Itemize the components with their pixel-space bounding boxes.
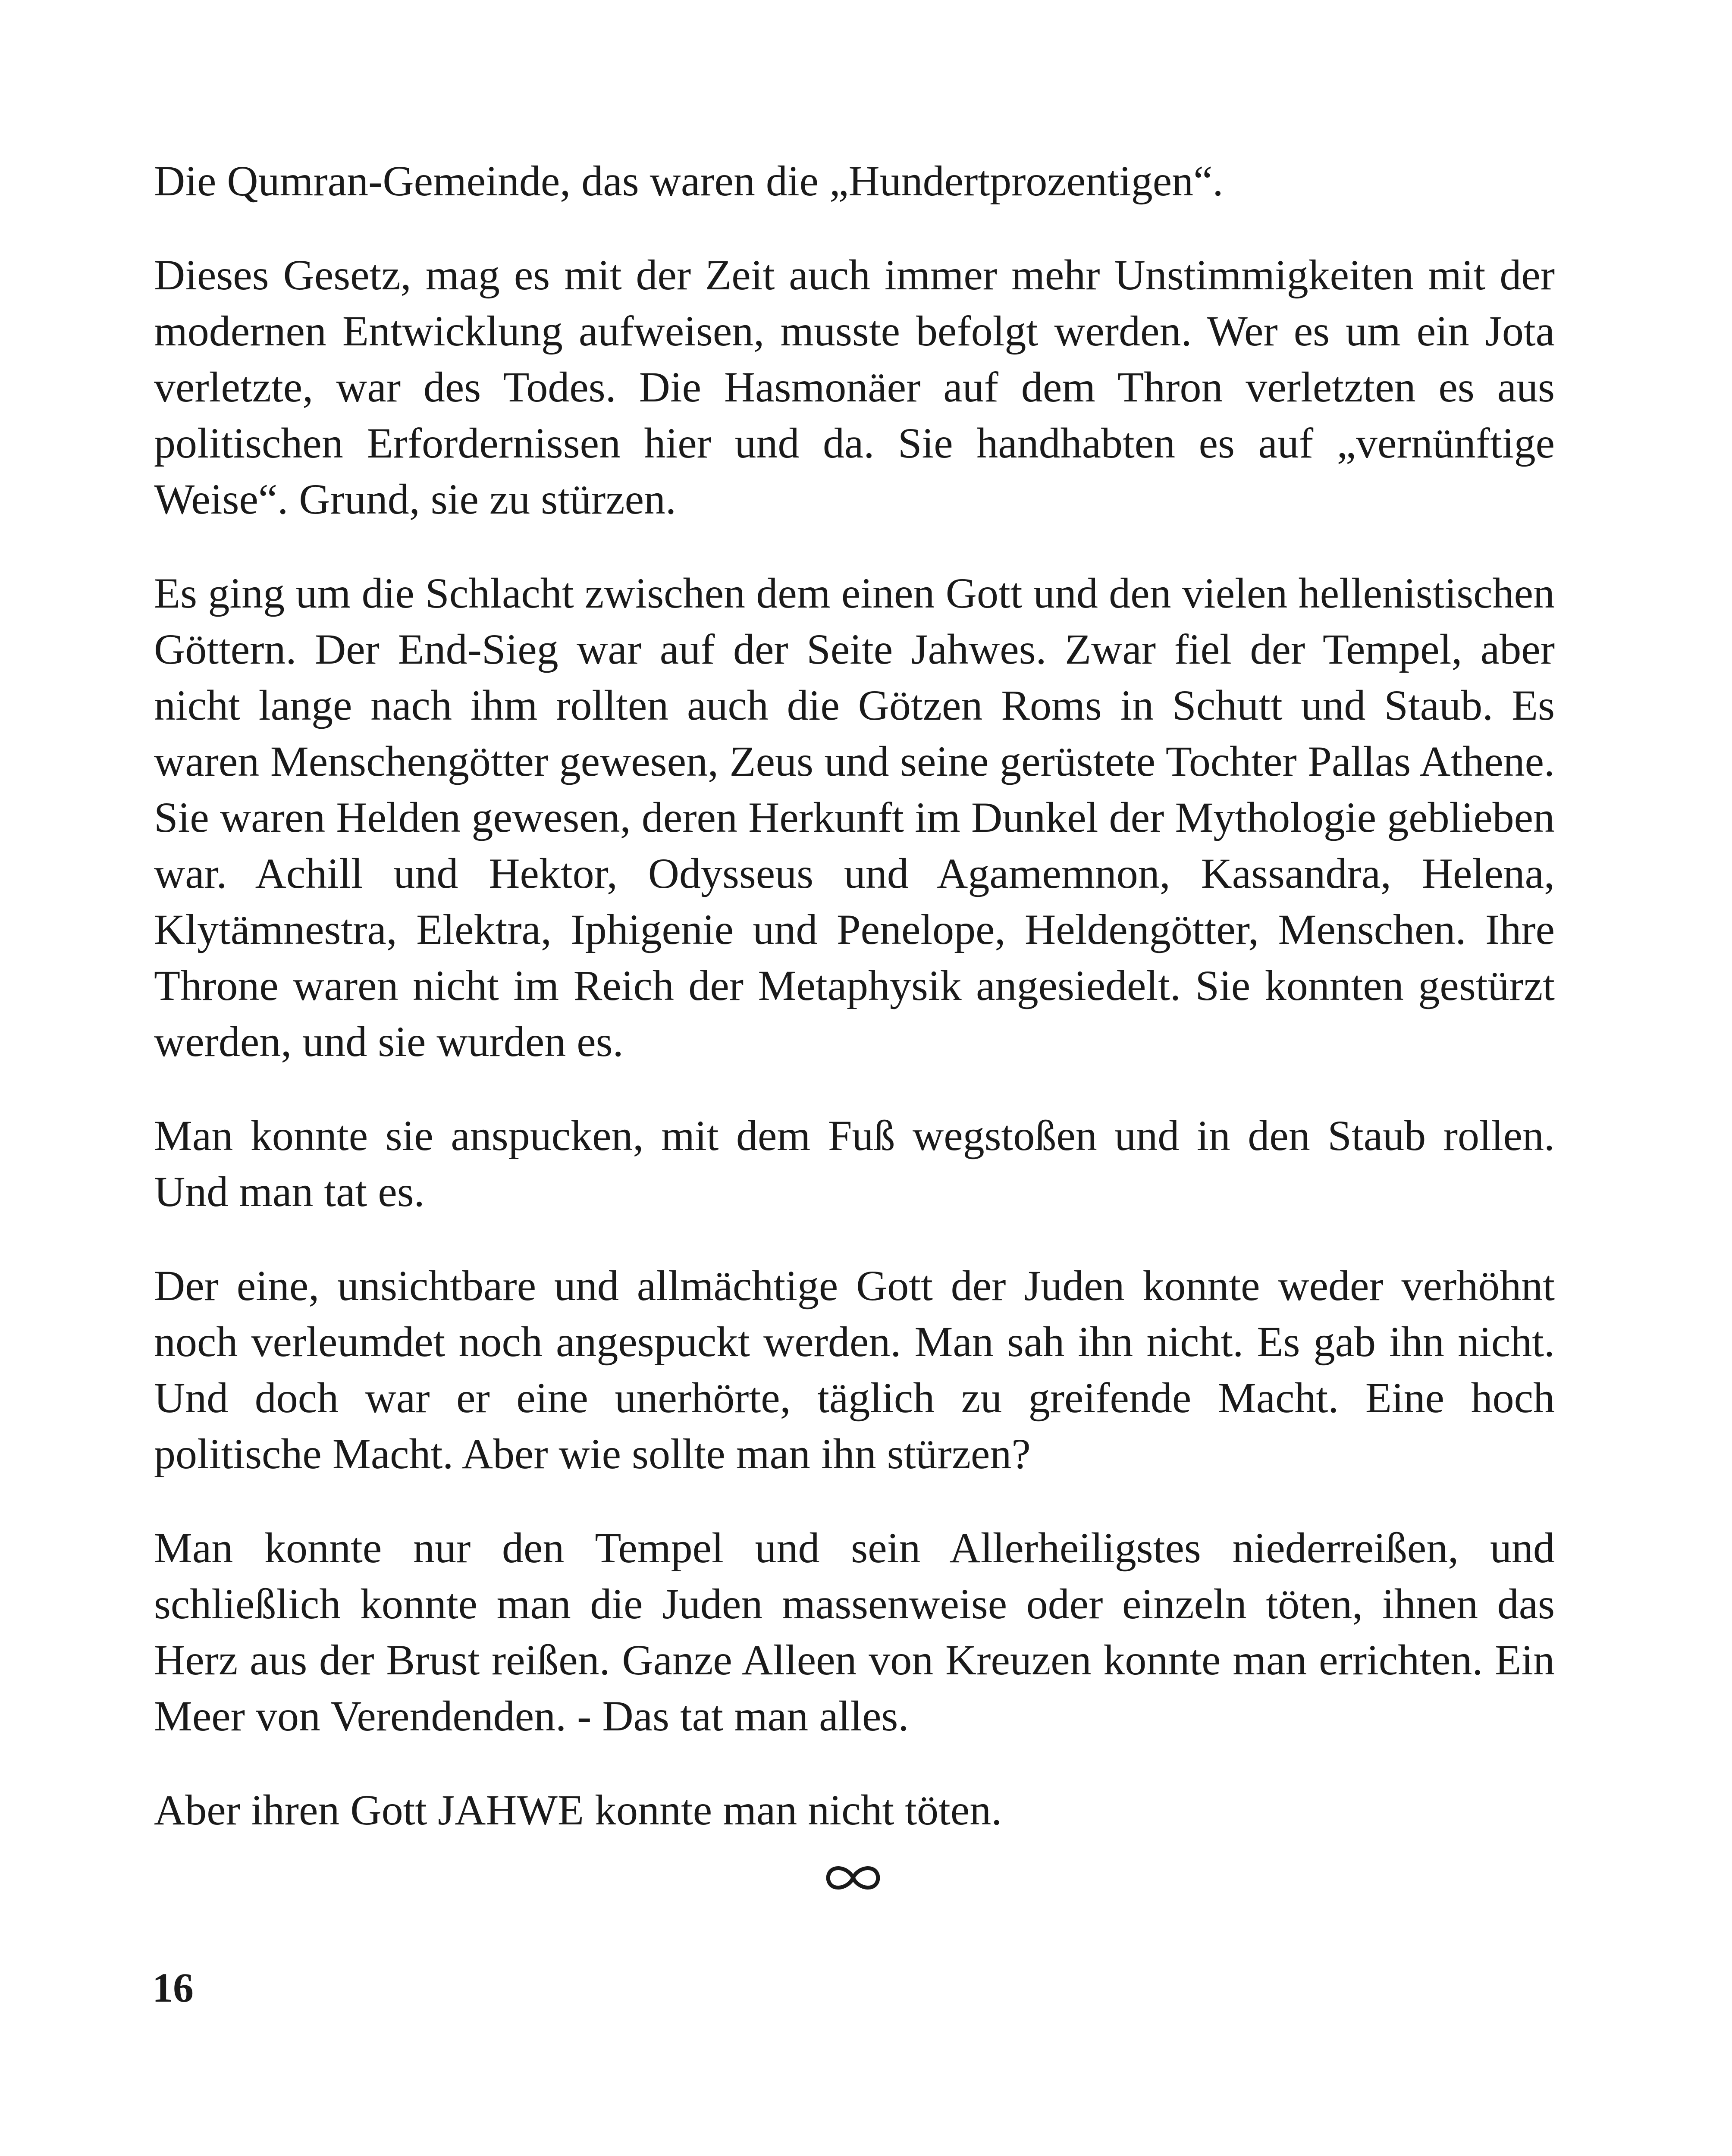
- infinity-ornament-icon: [823, 1854, 883, 1902]
- paragraph-3: Es ging um die Schlacht zwischen dem einen Gott und den vielen hellenistischen Göttern. Der End-Sieg war auf der Seite Jahwes. Zwar fiel der Tempel, aber nicht lange nach ihm rollten auch die Götzen Roms in Schutt und Staub. Es waren Menschengötter gewesen, Zeus und seine gerüstete Tochter Pallas Athene. Sie waren Helden gewesen, deren Herkunft im Dunkel der Mythologie geblieben war. Achill und Hektor, Odysseus und Agamemnon, Kassandra, Helena, Klytämnestra, Elektra, Iphigenie und Penelope, Heldengötter, Menschen. Ihre Throne waren nicht im Reich der Metaphysik angesiedelt. Sie konnten gestürzt werden, und sie wurden es.: [154, 569, 1555, 1065]
- paragraph-2: Dieses Gesetz, mag es mit der Zeit auch immer mehr Unstimmigkeiten mit der modernen Entwicklung aufweisen, musste befolgt werden. Wer es um ein Jota verletzte, war des Todes. Die Hasmonäer auf dem Thron verletzten es aus politischen Erfordernissen hier und da. Sie handhabten es auf „vernünftige Weise“. Grund, sie zu stürzen.: [154, 251, 1555, 523]
- paragraph-4: Man konnte sie anspucken, mit dem Fuß wegstoßen und in den Staub rollen. Und man tat es.: [154, 1112, 1555, 1216]
- paragraph-6: Man konnte nur den Tempel und sein Allerheiligstes niederreißen, und schließlich konnte man die Juden massenweise oder einzeln töten, ihnen das Herz aus der Brust reißen. Ganze Alleen von Kreuzen konnte man errichten. Ein Meer von Verendenden. - Das tat man alles.: [154, 1524, 1555, 1740]
- paragraph-1: Die Qumran-Gemeinde, das waren die „Hundertprozentigen“.: [154, 157, 1224, 205]
- paragraph-7: Aber ihren Gott JAHWE konnte man nicht töten.: [154, 1786, 1002, 1834]
- paragraph-5: Der eine, unsichtbare und allmächtige Gott der Juden konnte weder verhöhnt noch verleumdet noch angespuckt werden. Man sah ihn nicht. Es gab ihn nicht. Und doch war er eine unerhörte, täglich zu greifende Macht. Eine hoch politische Macht. Aber wie sollte man ihn stürzen?: [154, 1262, 1555, 1478]
- page-number: 16: [152, 1965, 194, 2011]
- body-text: [154, 153, 1555, 1876]
